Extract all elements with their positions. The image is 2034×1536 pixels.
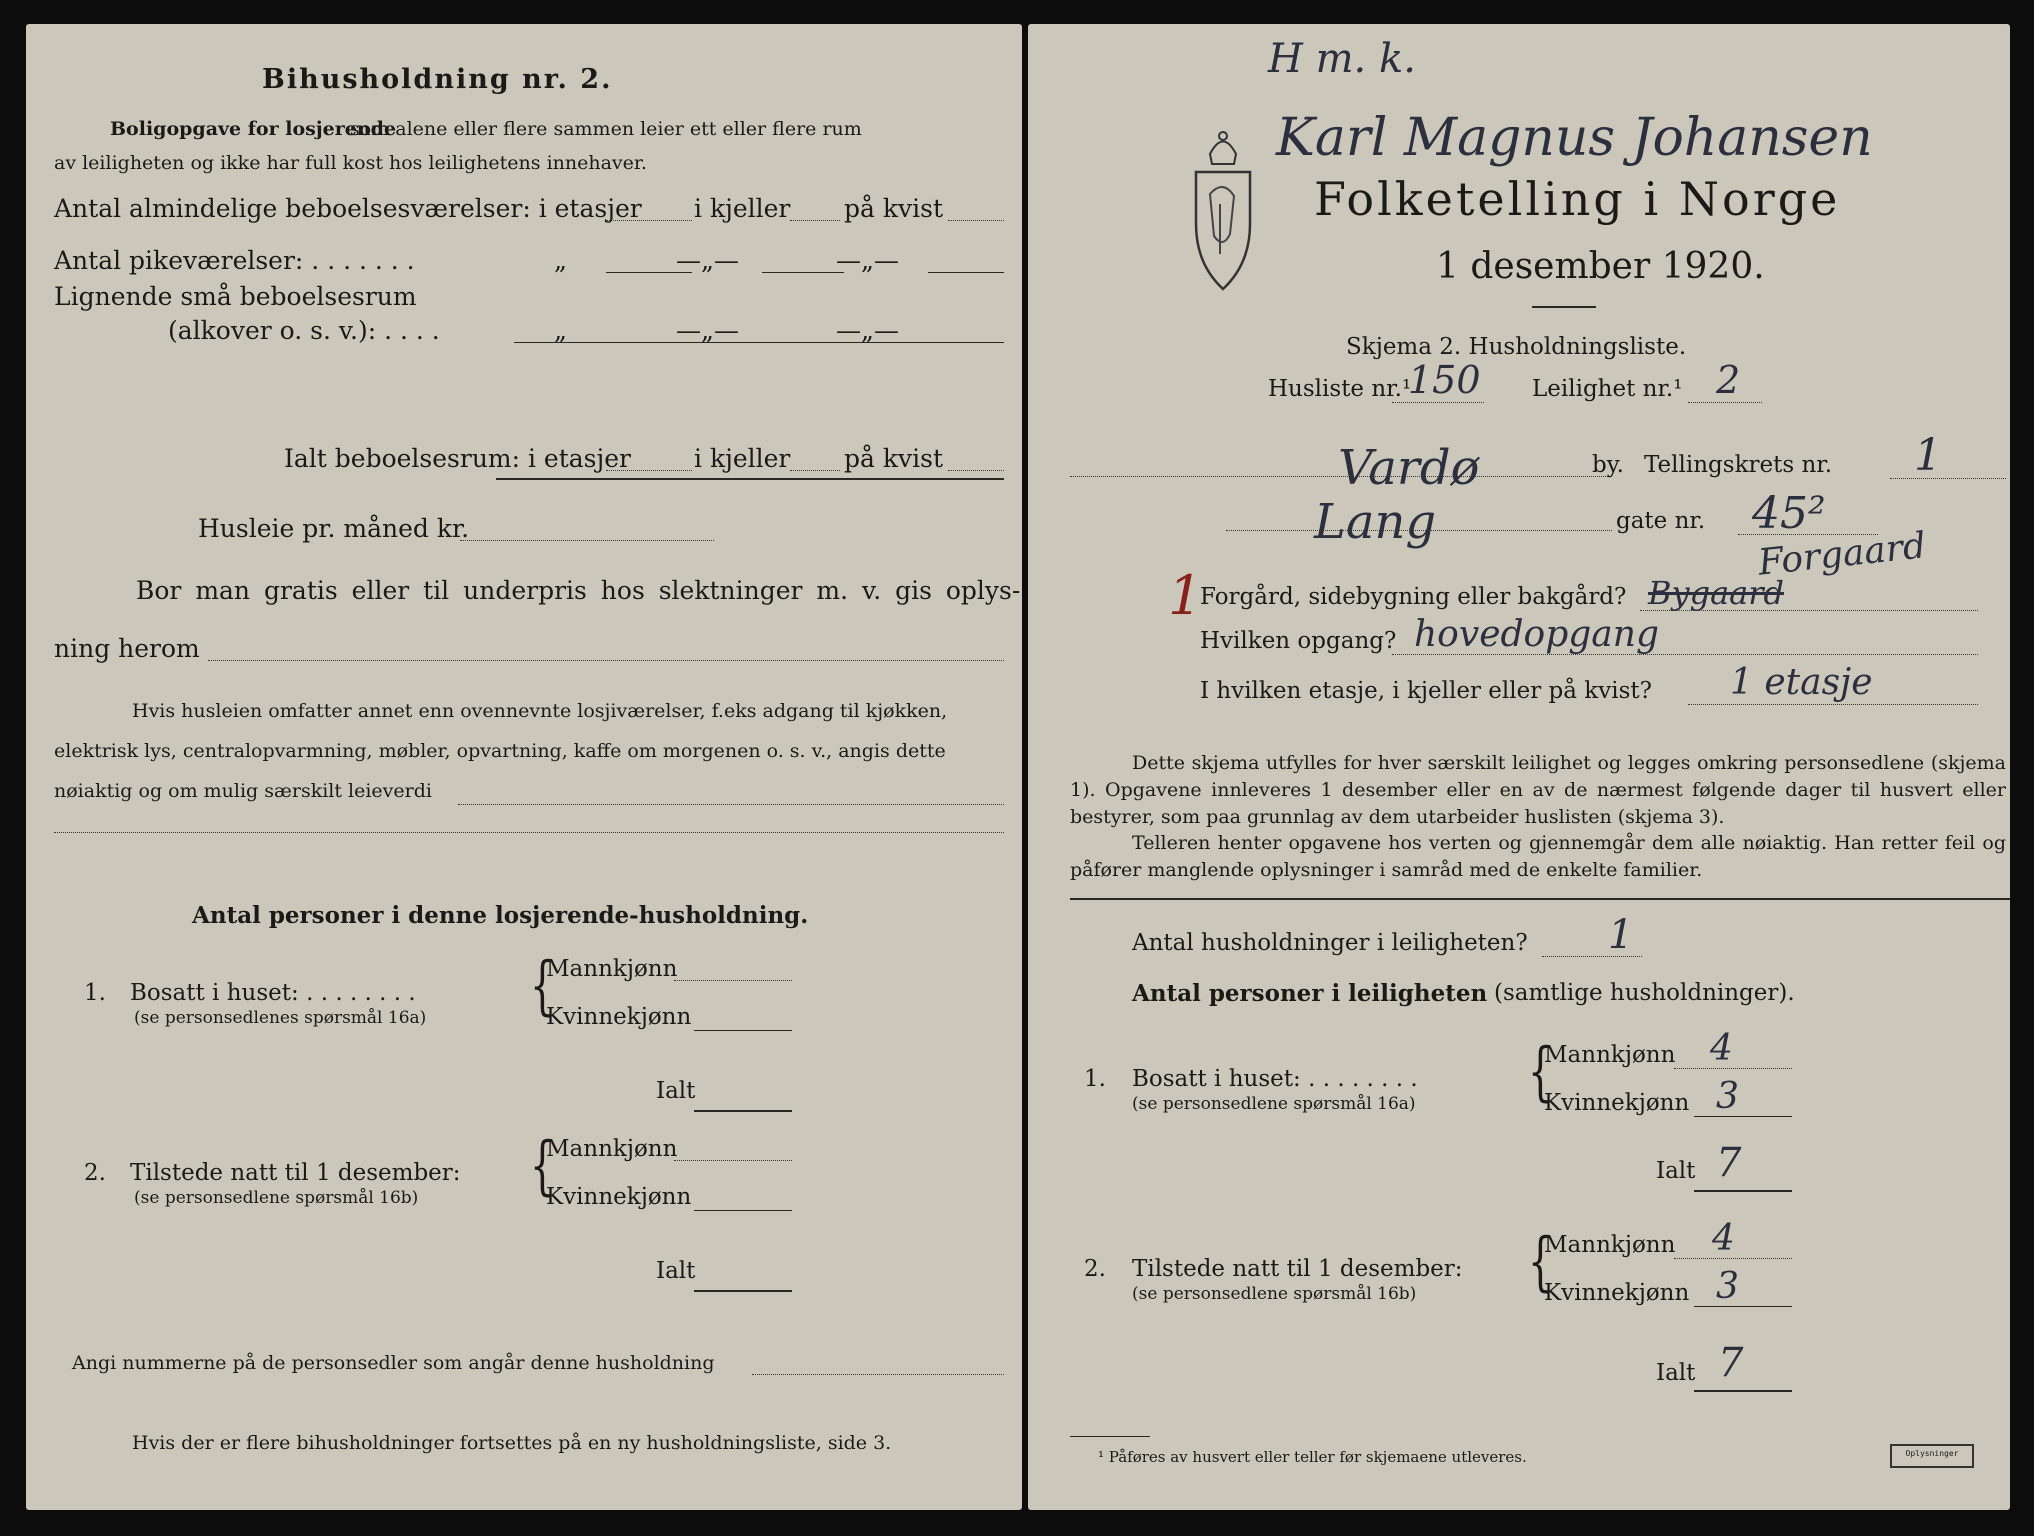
r-q1-num: 1. (1084, 1066, 1106, 1092)
r-q1-label: Bosatt i huset: . . . . . . . . (1132, 1066, 1418, 1092)
antal-hush-value: 1 (1608, 912, 1634, 958)
r-q1-ialt: Ialt (1656, 1158, 1696, 1184)
r-q1-mann-value: 4 (1710, 1028, 1733, 1069)
ialt-kvist-field[interactable] (948, 470, 1004, 471)
rooms-kjeller: i kjeller (694, 194, 791, 223)
ialt-etasjer-field[interactable] (606, 470, 692, 471)
opgang-label: Hvilken opgang? (1200, 628, 1397, 654)
l-q1-brace: { (530, 949, 555, 1023)
antal-pers-bold: Antal personer i leiligheten (1132, 980, 1488, 1007)
printer-stamp: Oplysninger (1890, 1444, 1974, 1468)
lign-label1: Lignende små beboelsesrum (54, 282, 417, 311)
gate-nr-value: 45² (1752, 488, 1826, 539)
ialt-kjeller-field[interactable] (790, 470, 840, 471)
l-q2-label: Tilstede natt til 1 desember: (130, 1160, 461, 1186)
rooms-kjeller-field[interactable] (790, 220, 840, 221)
left-page (26, 24, 1022, 1510)
lign-dash2: —„— (836, 316, 899, 345)
l-q2-ialt: Ialt (656, 1258, 696, 1284)
pike-kvist-field[interactable] (928, 272, 1004, 273)
r-q2-ialt-value: 7 (1718, 1340, 1744, 1386)
r-q1-kvinne-value: 3 (1716, 1076, 1739, 1117)
rooms-etasjer-field[interactable] (606, 220, 692, 221)
etasje-field[interactable] (1688, 704, 1978, 705)
etasje-label: I hvilken etasje, i kjeller eller på kvist? (1200, 678, 1652, 704)
folketelling-title: Folketelling i Norge (1314, 172, 1841, 226)
l-q2-kvinne: Kvinnekjønn (546, 1184, 692, 1210)
hvis-line2: elektrisk lys, centralopvarmning, møbler, opvartning, kaffe om morgenen o. s. v., angis dette (54, 740, 946, 762)
intro-line2: av leiligheten og ikke har full kost hos leilighetens innehaver. (54, 152, 647, 174)
forgaard-value: Forgaard (1756, 525, 1928, 584)
husliste-value: 150 (1408, 358, 1481, 402)
r-q2-mann-value: 4 (1712, 1218, 1735, 1259)
gratis-line2: ning herom (54, 634, 200, 663)
rooms-label: Antal almindelige beboelsesværelser: i etasjer (54, 194, 642, 223)
leilighet-label: Leilighet nr.¹ (1532, 376, 1683, 402)
l-q1-num: 1. (84, 980, 106, 1006)
r-q2-kvinne: Kvinnekjønn (1544, 1280, 1690, 1306)
l-q2-mann: Mannkjønn (546, 1136, 678, 1162)
gate-label: gate nr. (1616, 508, 1706, 534)
r-q2-kvinne-value: 3 (1716, 1266, 1739, 1307)
l-q2-brace: { (530, 1129, 555, 1203)
l-q1-ialt-field[interactable] (694, 1110, 792, 1112)
leilighet-value: 2 (1716, 358, 1741, 402)
l-q1-kvinne: Kvinnekjønn (546, 1004, 692, 1030)
by-label: by. (1592, 452, 1624, 478)
angi-field[interactable] (752, 1374, 1004, 1375)
pike-ditto: „ (554, 246, 567, 275)
husleie-label: Husleie pr. måned kr. (198, 514, 470, 543)
ialt-rooms-underline (496, 478, 1004, 480)
footnote: ¹ Påføres av husvert eller teller før skjemaene utleveres. (1098, 1448, 1527, 1466)
instructions-divider (1070, 898, 2010, 900)
r-q2-kvinne-field[interactable] (1694, 1306, 1792, 1307)
r-q1-ialt-field[interactable] (1694, 1190, 1792, 1192)
hvis-line1: Hvis husleien omfatter annet enn ovennevnte losjiværelser, f.eks adgang til kjøkken, (132, 700, 948, 722)
pike-label: Antal pikeværelser: . . . . . . . (54, 246, 415, 275)
krets-field[interactable] (1890, 478, 2006, 479)
lign-label2: (alkover o. s. v.): . . . . (168, 316, 440, 345)
r-q1-mann: Mannkjønn (1544, 1042, 1676, 1068)
forgaard-mark: 1 (1168, 564, 1203, 627)
antal-hush-label: Antal husholdninger i leiligheten? (1132, 930, 1528, 956)
r-q2-num: 2. (1084, 1256, 1106, 1282)
husliste-field[interactable] (1392, 402, 1484, 403)
hw-name: Karl Magnus Johansen (1276, 108, 1873, 168)
r-q1-brace: { (1528, 1035, 1553, 1109)
r-q1-ialt-value: 7 (1716, 1140, 1742, 1186)
lign-dash1: —„— (676, 316, 739, 345)
skjema-label: Skjema 2. Husholdningsliste. (1346, 334, 1687, 360)
r-q2-ialt-field[interactable] (1694, 1390, 1792, 1392)
title-divider (1532, 306, 1596, 308)
leieverdi-field-2[interactable] (54, 832, 1004, 833)
r-q2-sub: (se personsedlene spørsmål 16b) (1132, 1284, 1417, 1304)
r-q2-label: Tilstede natt til 1 desember: (1132, 1256, 1463, 1282)
l-q2-mann-field[interactable] (674, 1160, 792, 1161)
antal-hush-field[interactable] (1542, 956, 1642, 957)
husliste-label: Husliste nr.¹ (1268, 376, 1412, 402)
pike-kjeller-field[interactable] (762, 272, 844, 273)
ialt-rooms-label: Ialt beboelsesrum: i etasjer (284, 444, 632, 473)
leilighet-field[interactable] (1688, 402, 1762, 403)
forgaard-field[interactable] (1640, 610, 1978, 611)
krets-value: 1 (1914, 430, 1942, 481)
bihusholdning-title: Bihusholdning nr. 2. (262, 64, 613, 95)
r-q2-brace: { (1528, 1225, 1553, 1299)
r-q1-kvinne: Kvinnekjønn (1544, 1090, 1690, 1116)
pike-dash2: —„— (836, 246, 899, 275)
husleie-field[interactable] (460, 540, 714, 541)
right-page (1028, 24, 2010, 1510)
antal-personer-heading: Antal personer i denne losjerende-husholdning. (192, 902, 809, 929)
gate-value: Lang (1314, 494, 1437, 550)
forgaard-struck: Bygaard (1648, 574, 1785, 612)
lign-ditto: „ (554, 316, 567, 345)
leieverdi-field[interactable] (458, 804, 1004, 805)
r-q1-mann-field[interactable] (1674, 1068, 1792, 1069)
r-q1-kvinne-field[interactable] (1694, 1116, 1792, 1117)
l-q2-num: 2. (84, 1160, 106, 1186)
gratis-field[interactable] (208, 660, 1004, 661)
hvis-line3: nøiaktig og om mulig særskilt leieverdi (54, 780, 432, 802)
by-field[interactable] (1070, 476, 1610, 477)
rooms-kvist-field[interactable] (948, 220, 1004, 221)
krets-label: Tellingskrets nr. (1644, 452, 1833, 478)
forgaard-label: Forgård, sidebygning eller bakgård? (1200, 584, 1627, 610)
opgang-field[interactable] (1392, 654, 1978, 655)
etasje-value: 1 etasje (1730, 662, 1873, 703)
r-q2-mann-field[interactable] (1674, 1258, 1792, 1259)
l-q1-sub: (se personsedlenes spørsmål 16a) (134, 1008, 427, 1028)
coat-of-arms-icon (1190, 124, 1256, 294)
instruction-p2: Telleren henter opgavene hos verten og gjennemgår dem alle nøiaktig. Han retter feil og påfører manglende oplysninger i samråd med de enkelte familier. (1070, 832, 2006, 881)
lign-line (514, 342, 1004, 343)
l-q2-ialt-field[interactable] (694, 1290, 792, 1292)
hw-top-initials: H m. k. (1268, 36, 1416, 82)
intro-bold: Boligopgave for losjerende (110, 118, 397, 140)
l-q1-mann-field[interactable] (674, 980, 792, 981)
r-q1-sub: (se personsedlene spørsmål 16a) (1132, 1094, 1416, 1114)
rooms-kvist: på kvist (844, 194, 943, 223)
l-q1-kvinne-field[interactable] (694, 1030, 792, 1031)
pike-dash1: —„— (676, 246, 739, 275)
gratis-line1: Bor man gratis eller til underpris hos slektninger m. v. gis oplys- (136, 576, 1021, 605)
l-q1-mann: Mannkjønn (546, 956, 678, 982)
ialt-kjeller: i kjeller (694, 444, 791, 473)
intro-rest: som alene eller flere sammen leier ett eller flere rum (350, 118, 862, 140)
l-q1-label: Bosatt i huset: . . . . . . . . (130, 980, 416, 1006)
instruction-p1: Dette skjema utfylles for hver særskilt leilighet og legges omkring personsedlene (skjema 1). Opgavene innleveres 1 desember eller en av de nærmest følgende dager til husvert eller bestyrer, som paa grunnlag av dem utarbeider huslisten (skjema 3). (1070, 752, 2006, 828)
antal-pers-rest: (samtlige husholdninger). (1494, 980, 1795, 1006)
gate-field[interactable] (1226, 530, 1612, 531)
angi-line: Angi nummerne på de personsedler som angår denne husholdning (72, 1352, 715, 1374)
census-date: 1 desember 1920. (1436, 246, 1765, 287)
l-q2-kvinne-field[interactable] (694, 1210, 792, 1211)
l-q1-ialt: Ialt (656, 1078, 696, 1104)
by-value: Vardø (1338, 440, 1480, 496)
l-q2-sub: (se personsedlene spørsmål 16b) (134, 1188, 419, 1208)
footnote-rule (1070, 1436, 1150, 1437)
r-q2-mann: Mannkjønn (1544, 1232, 1676, 1258)
left-footer: Hvis der er flere bihusholdninger fortsettes på en ny husholdningsliste, side 3. (132, 1432, 892, 1454)
r-q2-ialt: Ialt (1656, 1360, 1696, 1386)
opgang-value: hovedopgang (1414, 614, 1660, 655)
ialt-kvist: på kvist (844, 444, 943, 473)
